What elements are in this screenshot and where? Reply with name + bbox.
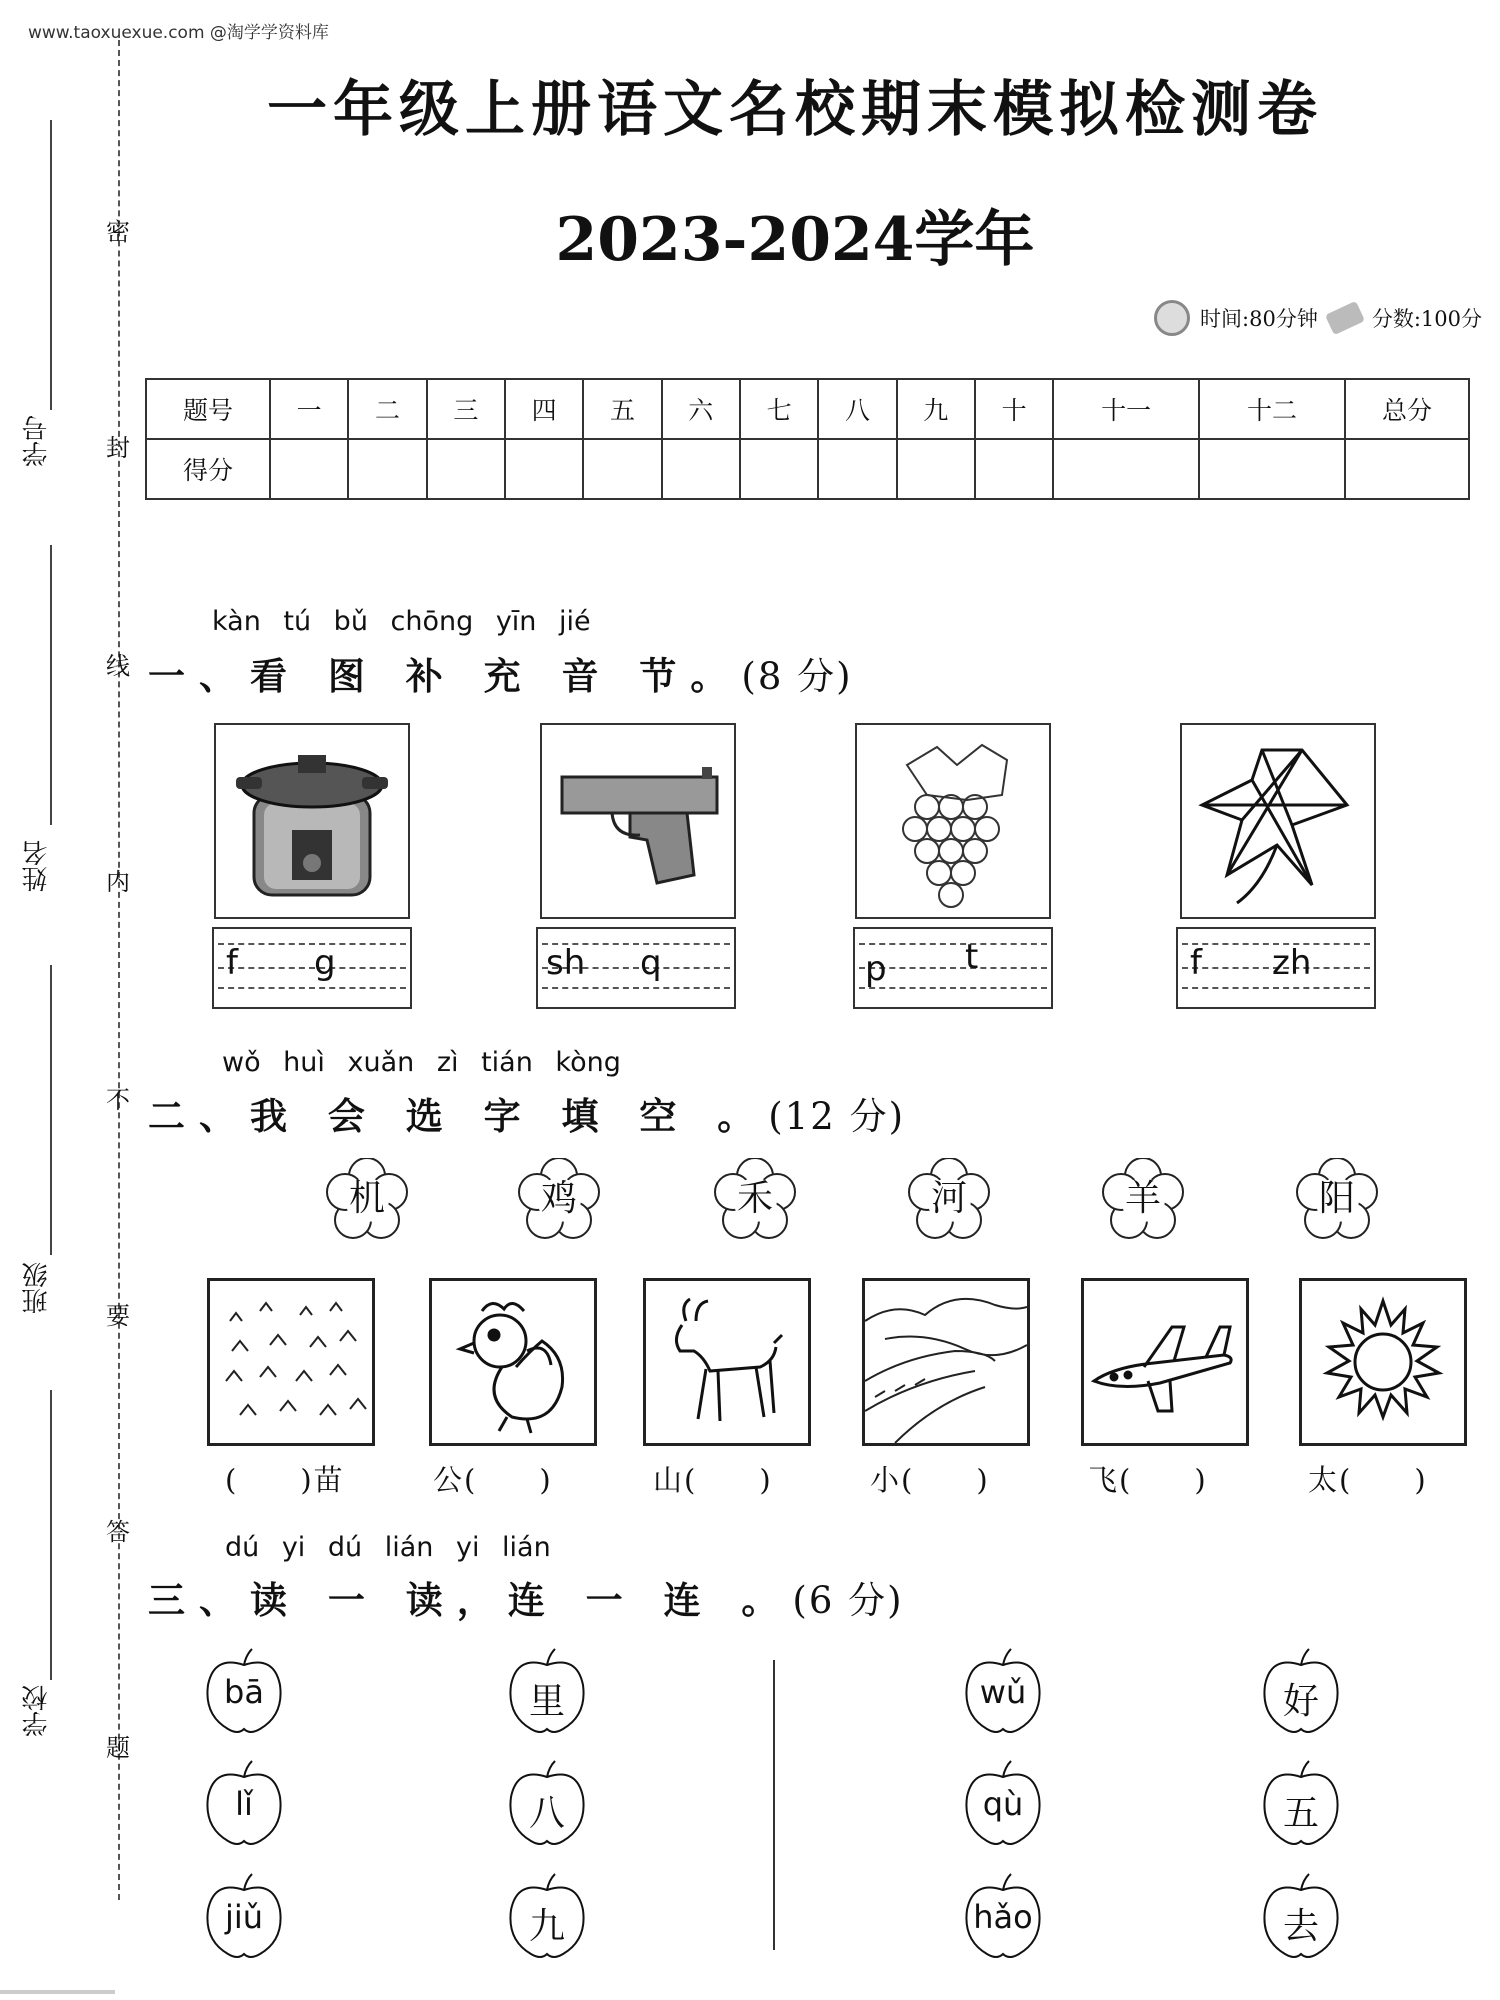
pistol-image <box>540 723 736 919</box>
guide-line <box>859 943 1047 945</box>
apple-card[interactable] <box>203 1757 285 1847</box>
page-subtitle: 2023-2024学年 <box>555 205 1035 275</box>
table-cell: 二 <box>348 379 426 439</box>
score-input-cell[interactable] <box>897 439 975 499</box>
pinyin-answer-box[interactable] <box>536 927 736 1009</box>
score-input-cell[interactable] <box>505 439 583 499</box>
apple-card[interactable] <box>962 1870 1044 1960</box>
score-input-cell[interactable] <box>427 439 505 499</box>
pinyin-answer-box[interactable] <box>853 927 1053 1009</box>
fill-line <box>50 545 52 825</box>
flower-char-card <box>1296 1158 1378 1240</box>
time-limit: 时间:80分钟 <box>1200 307 1318 331</box>
q1-heading <box>148 646 853 700</box>
pinyin-text: jiǔ <box>224 1898 264 1936</box>
pinyin-initial: q <box>640 943 662 983</box>
flower-char-card <box>1102 1158 1184 1240</box>
table-row <box>146 379 1469 439</box>
flower-char-card <box>714 1158 796 1240</box>
score-input-cell[interactable] <box>1199 439 1345 499</box>
table-cell: 五 <box>583 379 661 439</box>
table-cell: 八 <box>818 379 896 439</box>
score-input-cell[interactable] <box>740 439 818 499</box>
guide-line <box>859 987 1047 989</box>
page-edge <box>0 1990 115 1994</box>
rooster-image <box>429 1278 597 1446</box>
watermark: www.taoxuexue.com @淘学学资料库 <box>28 23 329 43</box>
apple-card[interactable] <box>203 1645 285 1735</box>
guide-line <box>218 943 406 945</box>
river-image <box>862 1278 1030 1446</box>
clock-icon <box>1154 300 1190 336</box>
pressure-cooker-image <box>214 723 410 919</box>
column-divider <box>773 1660 775 1950</box>
q3-points: (6 分) <box>792 1579 904 1622</box>
apple-card[interactable] <box>203 1870 285 1960</box>
q3-pinyin: dú yi dú lián yi lián <box>225 1532 551 1563</box>
pinyin-initial: p <box>865 949 887 989</box>
guide-line <box>542 987 730 989</box>
q2-pinyin: wǒ huì xuǎn zì tián kòng <box>222 1047 621 1078</box>
apple-card[interactable] <box>506 1645 588 1735</box>
fill-line <box>50 1390 52 1680</box>
page-title: 一年级上册语文名校期末模拟检测卷 <box>267 75 1323 145</box>
table-cell: 十 <box>975 379 1053 439</box>
class-label: 班级 <box>22 1262 52 1314</box>
flower-char-card <box>908 1158 990 1240</box>
q2-heading <box>148 1086 905 1140</box>
goat-image <box>643 1278 811 1446</box>
score-input-cell[interactable] <box>583 439 661 499</box>
grapes-image <box>855 723 1051 919</box>
fill-blank[interactable]: 太( ) <box>1308 1463 1428 1497</box>
hanzi-text: 八 <box>528 1793 565 1834</box>
score-input-cell[interactable] <box>1053 439 1199 499</box>
option-char: 鸡 <box>540 1178 577 1219</box>
q1-heading-text: 一、看 图 补 充 音 节。 <box>148 655 742 698</box>
time-info <box>1154 300 1482 336</box>
seal-char: 题 <box>106 1734 130 1762</box>
seal-char: 内 <box>106 868 130 896</box>
pinyin-initial: f <box>1190 943 1202 983</box>
score-input-cell[interactable] <box>348 439 426 499</box>
seal-char: 密 <box>106 218 130 246</box>
seedlings-image <box>207 1278 375 1446</box>
seal-char: 要 <box>106 1302 130 1330</box>
score-input-cell[interactable] <box>662 439 740 499</box>
table-cell: 一 <box>270 379 348 439</box>
q2-points: (12 分) <box>768 1095 906 1138</box>
hanzi-text: 里 <box>528 1681 565 1722</box>
pencil-icon <box>1325 301 1365 335</box>
table-cell: 七 <box>740 379 818 439</box>
table-cell: 三 <box>427 379 505 439</box>
pinyin-initial: g <box>314 943 336 983</box>
option-char: 羊 <box>1124 1178 1161 1219</box>
score-input-cell[interactable] <box>975 439 1053 499</box>
option-char: 机 <box>348 1178 385 1219</box>
pinyin-initial: f <box>226 943 238 983</box>
table-cell: 九 <box>897 379 975 439</box>
fill-blank[interactable]: 山( ) <box>653 1463 773 1497</box>
sun-image <box>1299 1278 1467 1446</box>
fill-line <box>50 120 52 410</box>
fill-blank[interactable]: 公( ) <box>433 1463 553 1497</box>
pinyin-text: wǔ <box>979 1673 1027 1711</box>
table-row <box>146 439 1469 499</box>
binding-dashed-line <box>118 40 120 1900</box>
hanzi-text: 好 <box>1282 1681 1319 1722</box>
table-cell: 题号 <box>146 379 270 439</box>
flower-char-card <box>326 1158 408 1240</box>
q1-points: (8 分) <box>741 655 853 698</box>
apple-card[interactable] <box>1260 1757 1342 1847</box>
apple-card[interactable] <box>1260 1870 1342 1960</box>
kite-image <box>1180 723 1376 919</box>
apple-card[interactable] <box>1260 1645 1342 1735</box>
guide-line <box>859 967 1047 969</box>
seal-char: 线 <box>106 652 130 680</box>
score-input-cell[interactable] <box>1345 439 1469 499</box>
seal-char: 封 <box>106 434 130 462</box>
hanzi-text: 去 <box>1282 1906 1319 1947</box>
q3-heading <box>148 1570 904 1624</box>
q1-pinyin: kàn tú bǔ chōng yīn jié <box>212 606 591 637</box>
table-cell: 得分 <box>146 439 270 499</box>
score-input-cell[interactable] <box>270 439 348 499</box>
option-char: 禾 <box>736 1178 773 1219</box>
pinyin-initial: sh <box>546 943 586 983</box>
pinyin-answer-box[interactable] <box>212 927 412 1009</box>
fill-blank[interactable]: ( )苗 <box>225 1463 345 1497</box>
guide-line <box>218 987 406 989</box>
total-score: 分数:100分 <box>1371 307 1482 331</box>
option-char: 阳 <box>1318 1178 1355 1219</box>
apple-card[interactable] <box>962 1645 1044 1735</box>
fill-line <box>50 965 52 1255</box>
apple-card[interactable] <box>506 1870 588 1960</box>
seal-char: 不 <box>106 1086 130 1114</box>
pinyin-text: qù <box>982 1785 1024 1823</box>
pinyin-text: lǐ <box>235 1785 253 1823</box>
apple-card[interactable] <box>506 1757 588 1847</box>
fill-blank[interactable]: 飞( ) <box>1088 1463 1208 1497</box>
name-label: 姓名 <box>22 840 52 892</box>
table-cell: 四 <box>505 379 583 439</box>
hanzi-text: 九 <box>528 1906 565 1947</box>
pinyin-answer-box[interactable] <box>1176 927 1376 1009</box>
option-char: 河 <box>930 1178 967 1219</box>
table-cell: 总分 <box>1345 379 1469 439</box>
fill-blank[interactable]: 小( ) <box>870 1463 990 1497</box>
student-id-label: 学号 <box>22 415 52 467</box>
apple-card[interactable] <box>962 1757 1044 1847</box>
table-cell: 六 <box>662 379 740 439</box>
pinyin-initial: zh <box>1272 943 1312 983</box>
guide-line <box>1182 987 1370 989</box>
pinyin-text: bā <box>224 1673 264 1711</box>
seal-char: 答 <box>106 1518 130 1546</box>
pinyin-initial: t <box>965 937 979 977</box>
table-cell: 十二 <box>1199 379 1345 439</box>
score-input-cell[interactable] <box>818 439 896 499</box>
flower-char-card <box>518 1158 600 1240</box>
school-label: 学校 <box>22 1685 52 1737</box>
q2-heading-text: 二、我 会 选 字 填 空 。 <box>148 1095 769 1138</box>
table-cell: 十一 <box>1053 379 1199 439</box>
pinyin-text: hǎo <box>973 1898 1033 1936</box>
airplane-image <box>1081 1278 1249 1446</box>
hanzi-text: 五 <box>1282 1793 1319 1834</box>
guide-line <box>218 967 406 969</box>
q3-heading-text: 三、读 一 读，连 一 连 。 <box>148 1579 793 1622</box>
score-table <box>145 378 1470 500</box>
